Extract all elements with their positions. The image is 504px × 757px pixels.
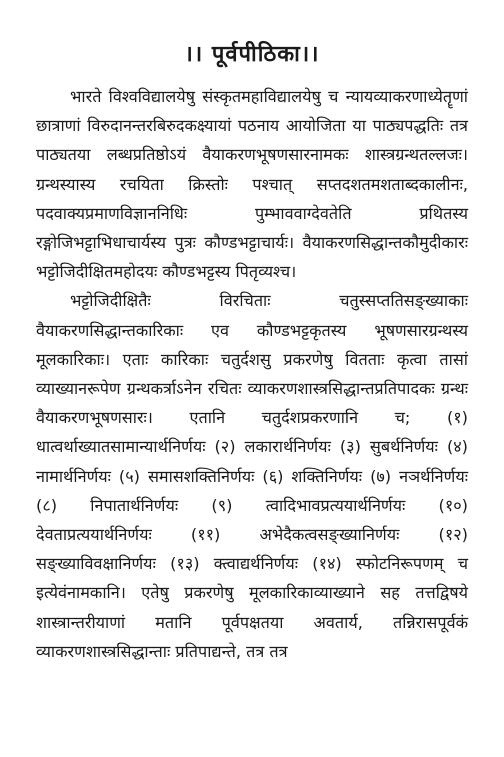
paragraph-introduction: भारते विश्वविद्यालयेषु संस्कृतमहाविद्यालयेषु च न्यायव्याकरणाध्येतॄणां छात्राणां विरुदानन्तरबिरुदकक्ष्यायां पठनाय आयोजिता या पाठ्यपद्धतिः तत्र पाठ्यतया लब्धप्रतिष्ठोऽयं वैयाकरणभूषणसारनामकः शास्त्रग्रन्थतल्लजः। ग्रन्थस्यास्य रचयिता क्रिस्तोः पश्चात् सप्तदशतमशताब्दकालीनः, पदवाक्यप्रमाणविज्ञाननिधिः पुम्भाववाग्देवतेति प्रथितस्य रङ्गोजिभट्टाभिधाचार्यस्य पुत्रः कौण्डभट्टाचार्यः। वैयाकरणसिद्धान्तकौमुदीकारः भट्टोजिदीक्षितमहोदयः कौण्डभट्टस्य पितृव्यश्च। xyxy=(36,87,468,282)
paragraph-chapters: भट्टोजिदीक्षितैः विरचिताः चतुस्सप्ततिसङ्ख्याकाः वैयाकरणसिद्धान्तकारिकाः एव कौण्डभट्टकृतस्य भूषणसारग्रन्थस्य मूलकारिकाः। एताः कारिकाः चतुर्दशसु प्रकरणेषु वितताः कृत्वा तासां व्याख्यानरूपेण ग्रन्थकर्त्राऽनेन रचितः व्याकरणशास्त्रसिद्धान्तप्रतिपादकः ग्रन्थः वैयाकरणभूषणसारः। एतानि चतुर्दशप्रकरणानि च; (१) धात्वर्थाख्यातसामान्यार्थनिर्णयः (२) लकारार्थनिर्णयः (३) सुबर्थनिर्णयः (४) नामार्थनिर्णयः (५) समासशक्तिनिर्णयः (६) शक्तिनिर्णयः (७) नञर्थनिर्णयः (८) निपातार्थनिर्णयः (९) त्वादिभावप्रत्ययार्थनिर्णयः (१०) देवताप्रत्ययार्थनिर्णयः (११) अभेदैकत्वसङ्ख्यानिर्णयः (१२) सङ्ख्याविवक्षानिर्णयः (१३) क्त्वाद्यर्थनिर्णयः (१४) स्फोटनिरूपणम् च इत्येवंनामकानि। एतेषु प्रकरणेषु मूलकारिकाव्याख्याने सह तत्तद्विषये शास्त्रान्तरीयाणां मतानि पूर्वपक्षतया अवतार्य, तन्निरासपूर्वकं व्याकरणशास्त्रसिद्धान्ताः प्रतिपाद्यन्ते, तत्र तत्र xyxy=(36,291,468,661)
page-title: ।। पूर्वपीठिका।। xyxy=(184,42,320,67)
document-page xyxy=(36,40,468,666)
